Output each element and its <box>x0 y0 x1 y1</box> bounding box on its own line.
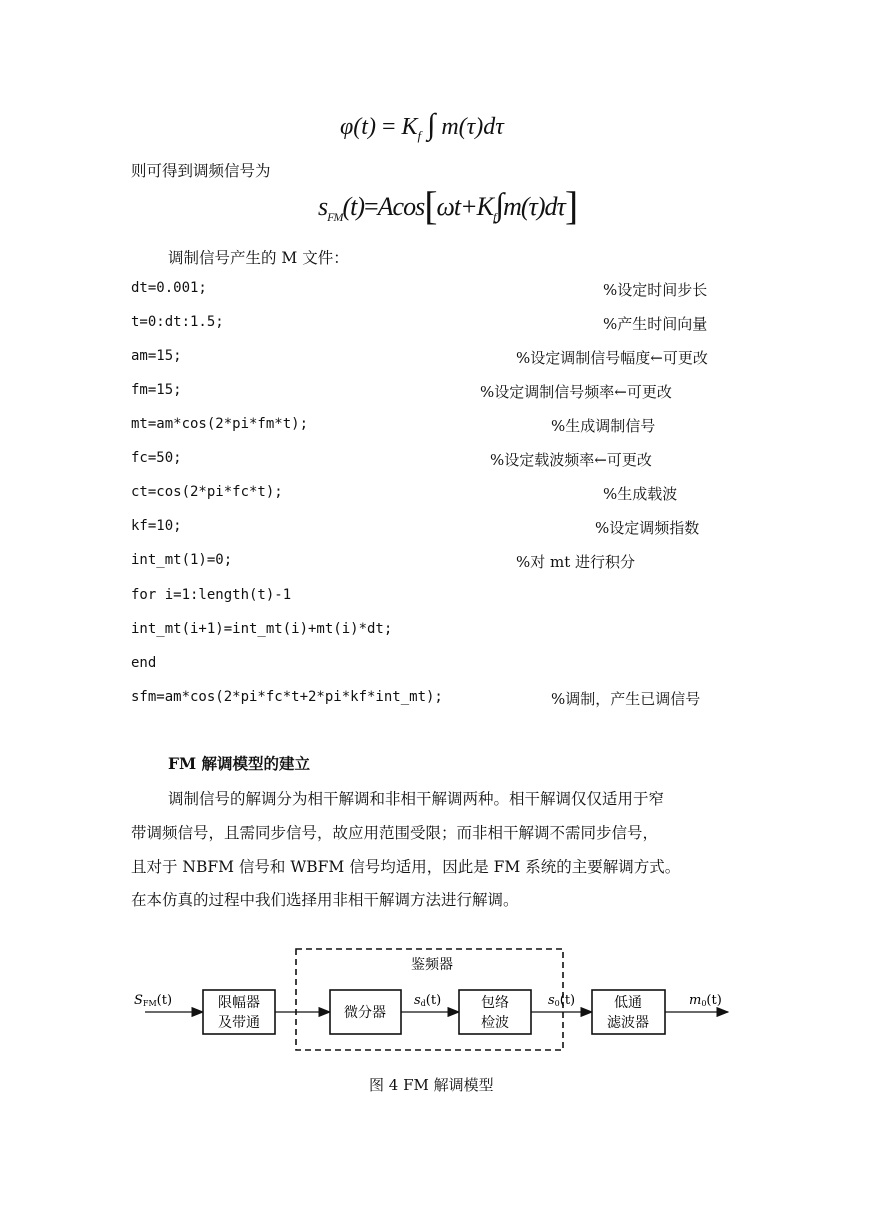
sd-label-sub: d <box>420 999 426 1008</box>
code-comment-4: %设定调制信号频率←可更改 <box>480 383 672 401</box>
paragraph-line-3: 且对于 NBFM 信号和 WBFM 信号均适用，因此是 FM 系统的主要解调方式。 <box>131 858 681 876</box>
formula-eq: = <box>381 114 396 140</box>
formula-sfm: $s_{FM}(t)=Acos[\omega t+K_f\int m(\tau)d\tau]$ <box>318 183 578 228</box>
code-line-2: t=0:dt:1.5; <box>131 314 224 330</box>
lowpass-label-1: 低通 <box>614 995 642 1011</box>
paragraph-line-4: 在本仿真的过程中我们选择用非相干解调方法进行解调。 <box>131 891 519 909</box>
envelope-label-2: 检波 <box>481 1015 509 1031</box>
input-label-main: S <box>134 993 143 1008</box>
formula2-ksub: f <box>493 210 496 225</box>
code-comment-5: %生成调制信号 <box>551 417 656 435</box>
paragraph-line-2: 带调频信号，且需同步信号，故应用范围受限；而非相干解调不需同步信号， <box>131 824 659 842</box>
s0-label-main: s <box>548 993 555 1008</box>
input-label <box>134 993 172 1008</box>
mfile-heading: 调制信号产生的 M 文件： <box>168 249 349 267</box>
input-label-sub: FM <box>142 999 157 1008</box>
formula2-omega: ωt+K <box>436 192 494 221</box>
formula2-acos: Acos <box>377 192 425 221</box>
code-comment-9: %对 mt 进行积分 <box>516 553 636 571</box>
discriminator-label: 鉴频器 <box>411 957 453 973</box>
output-label <box>689 993 722 1008</box>
limiter-label-2: 及带通 <box>218 1015 260 1031</box>
code-comment-7: %生成载波 <box>603 485 678 503</box>
code-line-11: int_mt(i+1)=int_mt(i)+mt(i)*dt; <box>131 621 393 637</box>
s0-label <box>548 993 575 1008</box>
section-title: FM 解调模型的建立 <box>168 754 311 773</box>
formula-k: K <box>401 114 418 140</box>
lowpass-label-2: 滤波器 <box>607 1015 649 1031</box>
formula-body: m(τ)dτ <box>441 114 504 140</box>
integral-sign: ∫ <box>427 108 436 141</box>
envelope-label-1: 包络 <box>481 995 509 1011</box>
code-line-3: am=15; <box>131 348 182 364</box>
code-comment-6: %设定载波频率←可更改 <box>490 451 652 469</box>
formula2-s: s <box>318 192 328 221</box>
code-comment-2: %产生时间向量 <box>603 315 708 333</box>
formula-lhs: φ(t) <box>340 114 376 140</box>
limiter-label-1: 限幅器 <box>218 995 260 1011</box>
output-label-t: (t) <box>706 993 722 1008</box>
code-line-6: fc=50; <box>131 450 182 466</box>
code-line-13: sfm=am*cos(2*pi*fc*t+2*pi*kf*int_mt); <box>131 689 443 705</box>
intro-fm-text: 则可得到调频信号为 <box>131 162 271 180</box>
input-label-t: (t) <box>156 993 173 1008</box>
code-comment-13: %调制，产生已调信号 <box>551 690 701 708</box>
code-line-8: kf=10; <box>131 518 182 534</box>
code-line-1: dt=0.001; <box>131 280 207 296</box>
code-comment-1: %设定时间步长 <box>603 281 708 299</box>
formula2-sub: FM <box>327 210 343 225</box>
sd-label-t: (t) <box>425 993 442 1008</box>
s0-label-t: (t) <box>559 993 576 1008</box>
output-label-main: m <box>689 993 702 1008</box>
code-line-7: ct=cos(2*pi*fc*t); <box>131 484 283 500</box>
integral-sign-2: ∫ <box>495 186 504 222</box>
code-line-12: end <box>131 655 157 671</box>
formula2-eq: = <box>364 192 378 221</box>
code-comment-3: %设定调制信号幅度←可更改 <box>516 349 708 367</box>
formula2-body: m(τ)dτ <box>503 192 565 221</box>
code-comment-8: %设定调频指数 <box>595 519 700 537</box>
formula-ksub: f <box>417 127 422 143</box>
code-line-4: fm=15; <box>131 382 182 398</box>
differentiator-label: 微分器 <box>344 1005 386 1021</box>
sd-label-main: s <box>414 993 421 1008</box>
output-label-sub: 0 <box>701 999 707 1008</box>
code-line-10: for i=1:length(t)-1 <box>131 587 292 603</box>
figure-caption: 图 4 FM 解调模型 <box>369 1076 494 1094</box>
code-line-5: mt=am*cos(2*pi*fm*t); <box>131 416 309 432</box>
formula2-t: (t) <box>342 192 364 221</box>
s0-label-sub: 0 <box>554 999 560 1008</box>
paragraph-line-1: 调制信号的解调分为相干解调和非相干解调两种。相干解调仅仅适用于窄 <box>168 790 665 808</box>
code-line-9: int_mt(1)=0; <box>131 552 233 568</box>
sd-label <box>414 993 441 1008</box>
